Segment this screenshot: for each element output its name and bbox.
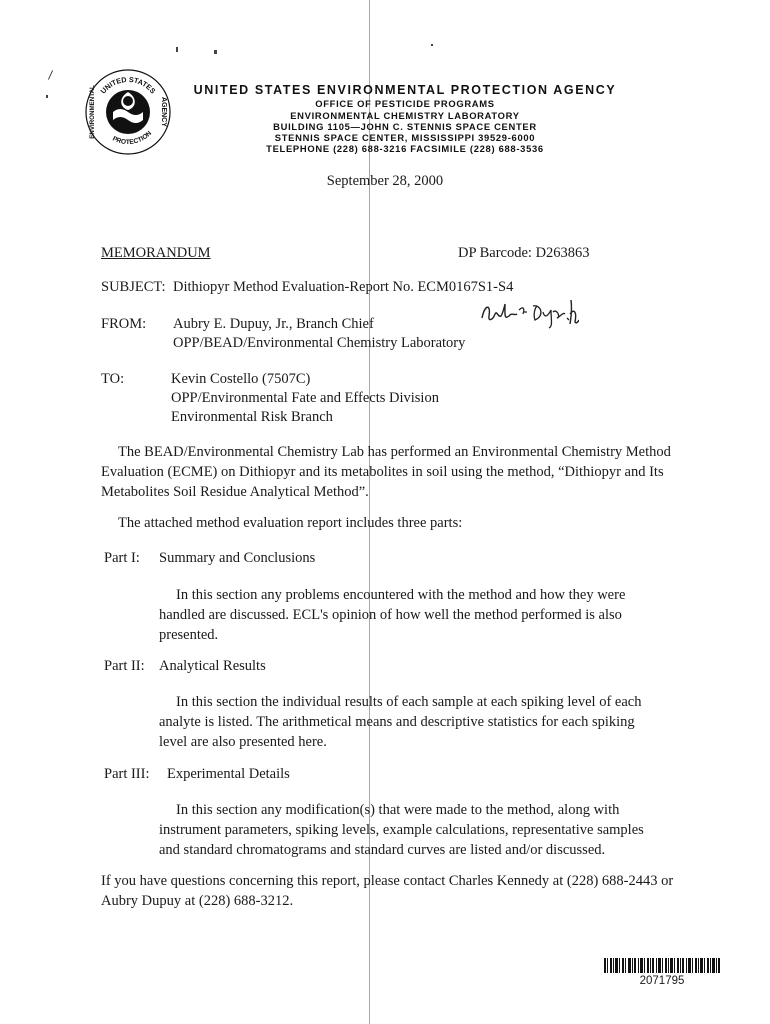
scan-speck: [176, 47, 178, 52]
svg-text:PROTECTION: PROTECTION: [111, 129, 154, 147]
from-label: FROM:: [101, 316, 147, 332]
location-address: STENNIS SPACE CENTER, MISSISSIPPI 39529-6000: [274, 132, 536, 143]
to-division: OPP/Environmental Fate and Effects Division: [171, 390, 439, 406]
memo-date: September 28, 2000: [326, 173, 444, 189]
part1-title: Summary and Conclusions: [159, 550, 316, 566]
part3-description: In this section any modification(s) that were made to the method, along with instrument parameters, spiking levels, example calculations, representative samples and standard chromatograms and standard curves are listed and/or discussed.: [159, 802, 644, 858]
building-address: BUILDING 1105—JOHN C. STENNIS SPACE CENTER: [273, 121, 537, 132]
scan-speck: [431, 44, 433, 46]
contact-paragraph: If you have questions concerning this report, please contact Charles Kennedy at (228) 688-2443 or Aubry Dupuy at (228) 688-3212.: [101, 873, 674, 909]
to-label: TO:: [101, 371, 125, 387]
phone-fax: TELEPHONE (228) 688-3216 FACSIMILE (228) 688-3536: [266, 143, 544, 154]
agency-name: UNITED STATES ENVIRONMENTAL PROTECTION AGENCY: [193, 83, 617, 97]
scan-speck: [46, 95, 48, 98]
part2-label: Part II:: [104, 658, 145, 674]
svg-text:AGENCY: AGENCY: [160, 97, 167, 127]
from-name: Aubry E. Dupuy, Jr., Branch Chief: [173, 316, 374, 332]
scan-speck: [48, 70, 53, 79]
document-barcode: [604, 958, 720, 973]
lab-name: ENVIRONMENTAL CHEMISTRY LABORATORY: [290, 110, 520, 121]
office-name: OFFICE OF PESTICIDE PROGRAMS: [315, 98, 495, 109]
svg-text:ENVIRONMENTAL: ENVIRONMENTAL: [89, 85, 96, 139]
epa-seal-logo: [84, 68, 172, 156]
from-office: OPP/BEAD/Environmental Chemistry Laboratory: [173, 335, 466, 351]
subject-label: SUBJECT:: [101, 279, 166, 295]
part2-description: In this section the individual results of each sample at each spiking level of each analyte is listed. The arithmetical means and descriptive statistics for each spiking level are also presented here.: [159, 694, 642, 750]
parts-intro: The attached method evaluation report includes three parts:: [118, 515, 463, 531]
dp-barcode-label: DP Barcode: D263863: [458, 245, 590, 261]
handwritten-signature: [479, 296, 579, 330]
subject-text: Dithiopyr Method Evaluation-Report No. ECM0167S1-S4: [173, 279, 514, 295]
intro-paragraph: The BEAD/Environmental Chemistry Lab has performed an Environmental Chemistry Method Evaluation (ECME) on Dithiopyr and its metabolites in soil using the method, “Dithiopyr and Its Metabolites Soil Residue Analytical Method”.: [101, 444, 671, 500]
memo-heading: MEMORANDUM: [101, 245, 211, 261]
to-branch: Environmental Risk Branch: [171, 409, 333, 425]
part1-description: In this section any problems encountered with the method and how they were handled are discussed. ECL's opinion of how well the method performed is also presented.: [159, 587, 626, 643]
part2-title: Analytical Results: [159, 658, 266, 674]
part3-title: Experimental Details: [167, 766, 290, 782]
svg-text:UNITED STATES: UNITED STATES: [98, 74, 158, 96]
scan-speck: [214, 50, 217, 54]
document-number: 2071795: [639, 975, 685, 987]
part1-label: Part I:: [104, 550, 140, 566]
to-name: Kevin Costello (7507C): [171, 371, 311, 387]
part3-label: Part III:: [104, 766, 150, 782]
